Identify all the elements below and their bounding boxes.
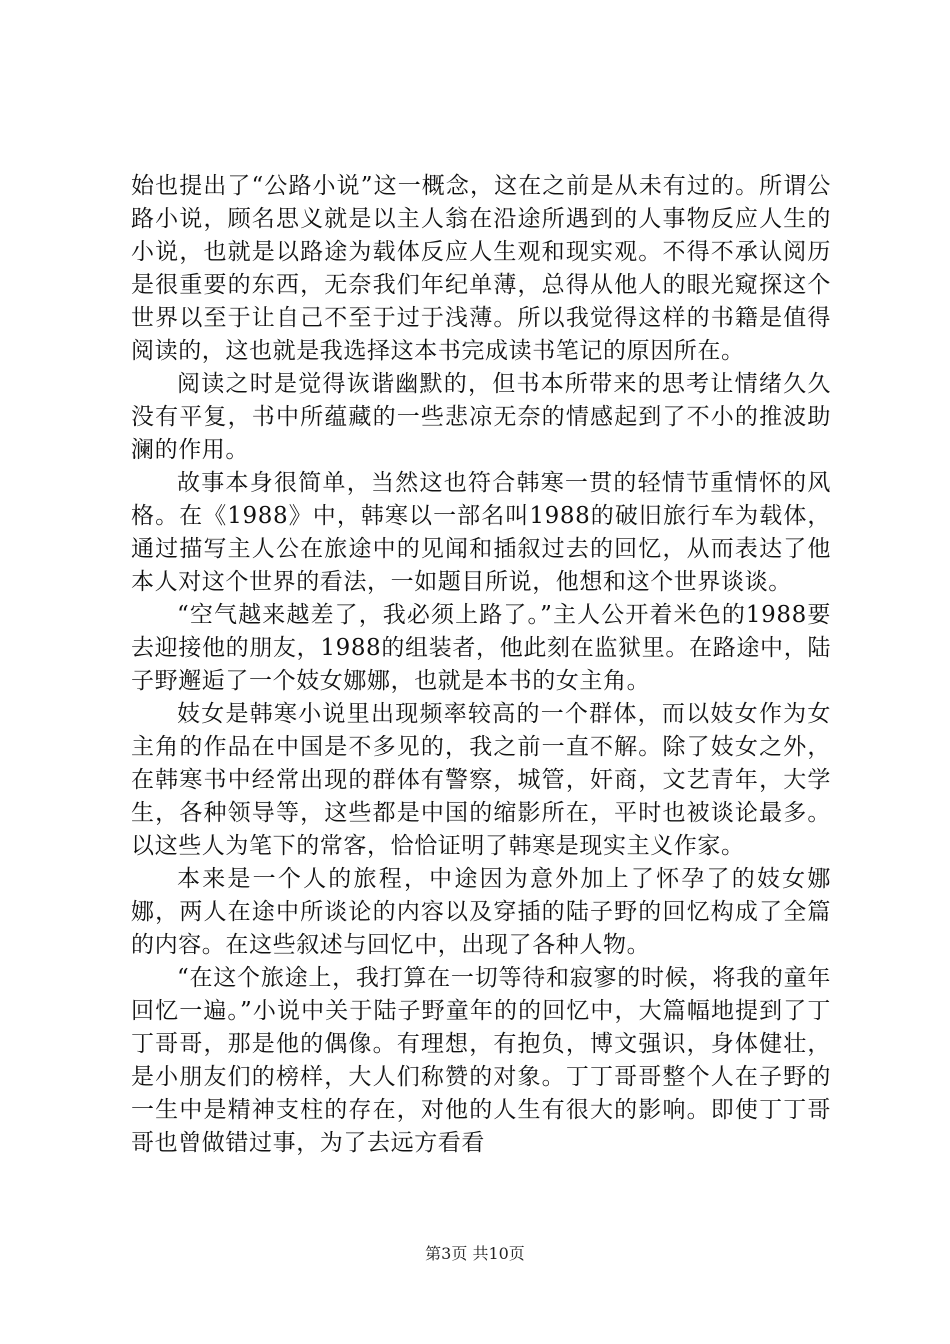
paragraph: 妓女是韩寒小说里出现频率较高的一个群体，而以妓女作为女主角的作品在中国是不多见的，我之前一直不解。除了妓女之外，在韩寒书中经常出现的群体有警察，城管，奸商，文艺青年，大学生，各种领导等，这些都是中国的缩影所在，平时也被谈论最多。以这些人为笔下的常客，恰恰证明了韩寒是现实主义作家。 (131, 701, 831, 859)
page-number-footer: 第3页 共10页 (425, 1244, 525, 1263)
paragraph: 始也提出了“公路小说”这一概念，这在之前是从未有过的。所谓公路小说，顾名思义就是以主人翁在沿途所遇到的人事物反应人生的小说，也就是以路途为载体反应人生观和现实观。不得不承认阅历是很重要的东西，无奈我们年纪单薄，总得从他人的眼光窥探这个世界以至于让自己不至于过于浅薄。所以我觉得这样的书籍是值得阅读的，这也就是我选择这本书完成读书笔记的原因所在。 (131, 173, 831, 364)
paragraph: 故事本身很简单，当然这也符合韩寒一贯的轻情节重情怀的风格。在《1988》中，韩寒以一部名叫1988的破旧旅行车为载体，通过描写主人公在旅途中的见闻和插叙过去的回忆，从而表达了他本人对这个世界的看法，一如题目所说，他想和这个世界谈谈。 (131, 470, 831, 595)
paragraph: “空气越来越差了，我必须上路了。”主人公开着米色的1988要去迎接他的朋友，1988的组装者，他此刻在监狱里。在路途中，陆子野邂逅了一个妓女娜娜，也就是本书的女主角。 (131, 602, 831, 694)
paragraph: “在这个旅途上，我打算在一切等待和寂寥的时候，将我的童年回忆一遍。”小说中关于陆子野童年的的回忆中，大篇幅地提到了丁丁哥哥，那是他的偶像。有理想，有抱负，博文强识，身体健壮，是小朋友们的榜样，大人们称赞的对象。丁丁哥哥整个人在子野的一生中是精神支柱的存在，对他的人生有很大的影响。即使丁丁哥哥也曾做错过事，为了去远方看看 (131, 965, 831, 1156)
body-text (131, 170, 831, 1160)
paragraph: 本来是一个人的旅程，中途因为意外加上了怀孕了的妓女娜娜，两人在途中所谈论的内容以及穿插的陆子野的回忆构成了全篇的内容。在这些叙述与回忆中，出现了各种人物。 (131, 866, 831, 958)
paragraph: 阅读之时是觉得诙谐幽默的，但书本所带来的思考让情绪久久没有平复，书中所蕴藏的一些悲凉无奈的情感起到了不小的推波助澜的作用。 (131, 371, 831, 463)
